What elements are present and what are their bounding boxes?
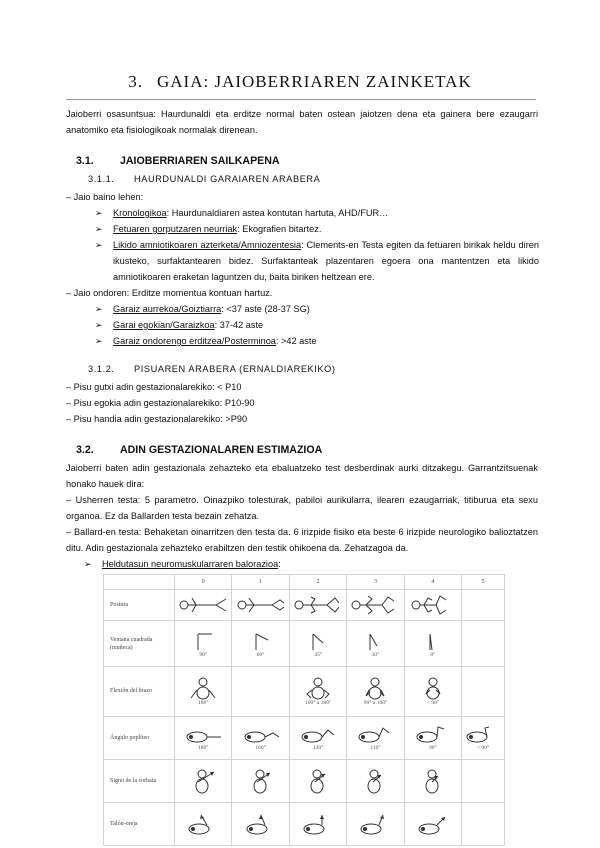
heel-to-ear-icon [175, 802, 232, 845]
weight-item: – Pisu gutxi adin gestazionalarekiko: < P10 [66, 382, 242, 392]
empty-cell [462, 759, 505, 802]
arm-recoil-cell [175, 667, 232, 716]
arm-recoil-cell [404, 667, 461, 716]
section-number: 3.2. [76, 444, 94, 456]
empty-cell [462, 802, 505, 845]
chapter-title [0, 72, 600, 92]
empty-cell [462, 590, 505, 621]
usher-paragraph: – Usherren testa: 5 parametro. Oinazpiko tolesturak, pabiloi aurikularra, ilearen ezaugarriak, titiburua eta sexu organoa. Ez da Ballarden testa bezain zehatza. [66, 495, 538, 521]
subsection-number: 3.1.2. [88, 364, 115, 374]
neuromuscular-bullet [84, 556, 281, 572]
list-text: : Clements-en Testa egiten da fetuaren birikak heldu diren ikusteko, surfaktantearen bidez. Surfaktanteak plazentaren egoera ona mantentzen eta likido amniotikoaren eraketan laguntzen du, baita biriken heltzean ere. [113, 240, 539, 282]
popliteal-angle-cell [232, 716, 289, 759]
heel-to-ear-icon [289, 802, 346, 845]
scarf-sign-icon [289, 759, 346, 802]
chapter-title-text: GAIA: JAIOBERRIAREN ZAINKETAK [157, 72, 472, 91]
scarf-sign-icon [232, 759, 289, 802]
column-header: 2 [289, 575, 346, 590]
wrist-angle-cell [347, 621, 404, 667]
title-divider [66, 99, 536, 100]
weight-item: – Pisu handia adin gestazionalarekiko: >P90 [66, 414, 248, 424]
list-term: Garaiz ondorengo erditzea/Posterminoa [113, 336, 276, 346]
table-row [104, 802, 505, 845]
weight-item: – Pisu egokia adin gestazionalarekiko: P10-90 [66, 398, 255, 408]
estimation-paragraph: Jaioberri baten adin gestazionala zehazteko eta ebaluatzeko test desberdinak aurki ditzakegu. Garrantzitsuenak honako hauek dira: [66, 463, 538, 489]
list-text: : [278, 559, 281, 569]
column-header: 5 [462, 575, 505, 590]
angle-label: 30° [371, 651, 380, 658]
row-label: Signo de la corbata [104, 759, 175, 802]
table-row [104, 716, 505, 759]
arm-recoil-cell [347, 667, 404, 716]
posture-figure-icon [175, 590, 232, 621]
heel-to-ear-icon [232, 802, 289, 845]
row-label: Ventana cuadrada (muñeca) [104, 621, 175, 667]
list-item [95, 237, 539, 285]
angle-label: < 90° [476, 744, 490, 751]
subsection-title: PISUAREN ARABERA (ERNALDIAREKIKO) [134, 364, 336, 374]
column-header: 4 [404, 575, 461, 590]
table-row [104, 667, 505, 716]
arrow-bullet-icon: ➢ [84, 559, 92, 569]
popliteal-angle-icon [183, 725, 223, 745]
row-label: Flexión del brazo [104, 667, 175, 716]
wrist-angle-icon [188, 630, 218, 652]
neuromuscular-maturity-table [103, 574, 505, 846]
arrow-bullet-icon: ➢ [95, 224, 103, 234]
list-term: Heldutasun neuromuskularraren balorazioa [102, 559, 279, 569]
arm-recoil-icon [303, 676, 333, 700]
wrist-angle-icon [418, 630, 448, 652]
arrow-bullet-icon: ➢ [95, 304, 103, 314]
section-3-1-heading [76, 155, 280, 167]
arrow-bullet-icon: ➢ [95, 336, 103, 346]
list-item [95, 301, 310, 317]
row-label: Postura [104, 590, 175, 621]
angle-label: 45° [314, 651, 322, 658]
wrist-angle-cell [289, 621, 346, 667]
popliteal-angle-cell [347, 716, 404, 759]
arm-recoil-icon [188, 676, 218, 700]
angle-label: 110° [370, 744, 381, 751]
popliteal-angle-icon [355, 725, 395, 745]
posture-figure-icon [404, 590, 461, 621]
wrist-angle-cell [175, 621, 232, 667]
popliteal-angle-icon [413, 725, 453, 745]
row-label: Ángulo poplíteo [104, 716, 175, 759]
angle-label: 90° [429, 744, 437, 751]
arm-recoil-icon [360, 676, 390, 700]
popliteal-angle-cell [175, 716, 232, 759]
column-header: 0 [175, 575, 232, 590]
heel-to-ear-icon [347, 802, 404, 845]
intro-paragraph: Jaioberri osasuntsua: Haurdunaldi eta erditze normal baten ostean jaiotzen dena eta gainera bere ezaugarri anatomiko eta fisiologikoak normalak direnean. [66, 109, 538, 135]
empty-cell [462, 621, 505, 667]
after-birth-label: – Jaio ondoren: Erditze momentua kontuan hartuz. [66, 288, 273, 298]
angle-label: 90° a 100° [363, 700, 388, 707]
empty-cell [232, 667, 289, 716]
posture-figure-icon [347, 590, 404, 621]
column-header: 1 [232, 575, 289, 590]
list-term: Fetuaren gorputzaren neurriak [113, 224, 238, 234]
empty-cell [462, 667, 505, 716]
list-text: : <37 aste (28-37 SG) [221, 304, 310, 314]
before-birth-label: – Jaio baino lehen: [66, 192, 144, 202]
popliteal-angle-cell [404, 716, 461, 759]
list-term: Kronologikoa [113, 208, 167, 218]
angle-label: 130° [312, 744, 324, 751]
list-item [95, 205, 539, 221]
angle-label: 60° [256, 651, 265, 658]
angle-label: 0° [430, 651, 436, 658]
scarf-sign-icon [404, 759, 461, 802]
section-title: JAIOBERRIAREN SAILKAPENA [120, 155, 280, 167]
section-3-2-heading [76, 444, 322, 456]
list-text: : >42 aste [275, 336, 317, 346]
table-row [104, 621, 505, 667]
popliteal-angle-icon [463, 725, 503, 745]
chapter-number: 3. [128, 72, 143, 91]
list-text: : Ekografien bitartez. [237, 224, 322, 234]
section-3-1-1-heading [88, 174, 320, 184]
list-item [95, 221, 539, 237]
table-row [104, 759, 505, 802]
list-term: Garaiz aurrekoa/Goiztiarra [113, 304, 222, 314]
ballard-paragraph: – Ballard-en testa: Behaketan oinarritzen den testa da. 6 irizpide fisiko eta beste 6 irizpide neurologiko balioztatzen ditu. Adin gestazionala zehazteko erabiltzen den testik ohikoena da. Zehatzagoa da. [66, 527, 538, 553]
wrist-angle-icon [360, 630, 390, 652]
wrist-angle-icon [303, 630, 333, 652]
list-text: : Haurdunaldiaren astea kontutan hartuta, AHD/FUR… [166, 208, 389, 218]
section-number: 3.1. [76, 155, 94, 167]
list-text: : 37-42 aste [214, 320, 264, 330]
table-corner-cell [104, 575, 175, 590]
wrist-angle-cell [404, 621, 461, 667]
list-term: Likido amniotikoaren azterketa/Amniozentesia [113, 240, 302, 250]
section-3-1-2-heading [88, 364, 336, 374]
posture-figure-icon [232, 590, 289, 621]
arrow-bullet-icon: ➢ [95, 240, 103, 250]
angle-label: 160° [255, 744, 266, 751]
scarf-sign-icon [347, 759, 404, 802]
subsection-title: HAURDUNALDI GARAIAREN ARABERA [134, 174, 321, 184]
row-label: Talón-oreja [104, 802, 175, 845]
popliteal-angle-cell [462, 716, 505, 759]
wrist-angle-cell [232, 621, 289, 667]
list-term: Garai egokian/Garaizkoa [113, 320, 215, 330]
arrow-bullet-icon: ➢ [95, 320, 103, 330]
angle-label: 90° [199, 651, 208, 658]
angle-label: 100° a 180° [305, 700, 332, 707]
angle-label: 180° [197, 700, 209, 707]
popliteal-angle-cell [289, 716, 346, 759]
wrist-angle-icon [246, 630, 276, 652]
arm-recoil-icon [418, 676, 448, 700]
arm-recoil-cell [289, 667, 346, 716]
list-item [95, 333, 317, 349]
posture-figure-icon [289, 590, 346, 621]
angle-label: < 90° [426, 700, 439, 707]
popliteal-angle-icon [298, 725, 338, 745]
column-header: 3 [347, 575, 404, 590]
section-title: ADIN GESTAZIONALAREN ESTIMAZIOA [120, 444, 323, 456]
list-item [95, 317, 263, 333]
scarf-sign-icon [175, 759, 232, 802]
heel-to-ear-icon [404, 802, 461, 845]
arrow-bullet-icon: ➢ [95, 208, 103, 218]
table-header-row [104, 575, 505, 590]
subsection-number: 3.1.1. [88, 174, 115, 184]
angle-label: 180° [197, 744, 209, 751]
table-row [104, 590, 505, 621]
popliteal-angle-icon [241, 725, 281, 745]
